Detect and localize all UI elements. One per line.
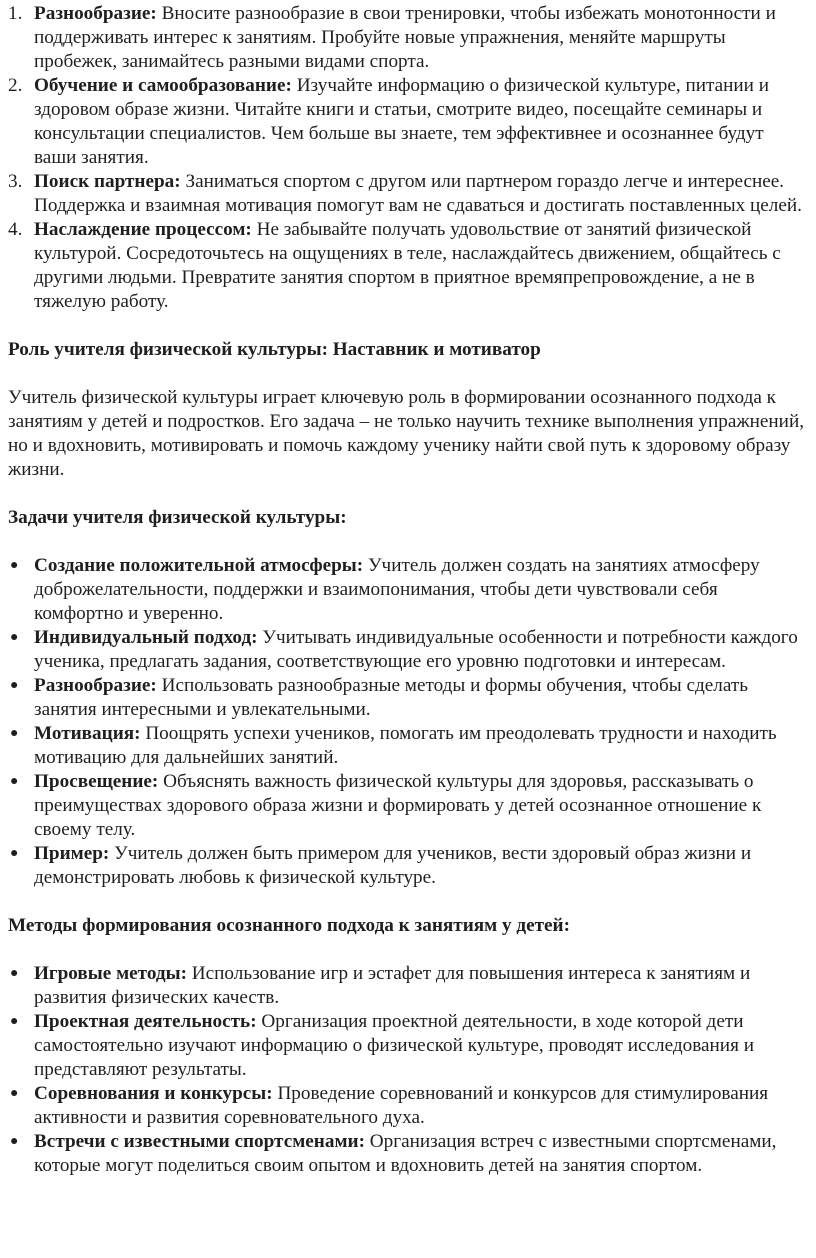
list-item xyxy=(8,218,808,314)
item-label: Обучение и самообразование: xyxy=(34,75,292,96)
item-text: Организация проектной деятельности, в ходе которой дети самостоятельно изучают информацию о физической культуре, проводят исследования и представляют результаты. xyxy=(34,1011,754,1080)
methods-heading: Методы формирования осознанного подхода к занятиям у детей: xyxy=(8,915,570,936)
role-heading: Роль учителя физической культуры: Наставник и мотиватор xyxy=(8,339,541,360)
list-item xyxy=(8,770,808,842)
item-label: Разнообразие: xyxy=(34,3,157,24)
item-label: Игровые методы: xyxy=(34,963,187,984)
item-label: Проектная деятельность: xyxy=(34,1011,257,1032)
list-item xyxy=(8,554,808,626)
item-number: 1. xyxy=(8,3,23,24)
item-number: 3. xyxy=(8,171,23,192)
item-label: Разнообразие: xyxy=(34,675,157,696)
item-text: Учитель должен создать на занятиях атмосферу доброжелательности, поддержки и взаимопонимания, чтобы дети чувствовали себя комфортно и уверенно. xyxy=(34,555,760,624)
list-item xyxy=(8,674,808,722)
list-item xyxy=(8,170,808,218)
bullet-icon: ● xyxy=(10,558,19,573)
tasks-heading: Задачи учителя физической культуры: xyxy=(8,507,347,528)
item-text: Учитель должен быть примером для учеников, вести здоровый образ жизни и демонстрировать любовь к физической культуре. xyxy=(34,843,752,888)
list-item xyxy=(8,1130,808,1178)
item-text: Организация встреч с известными спортсменами, которые могут поделиться своим опытом и вдохновить детей на занятия спортом. xyxy=(34,1131,777,1176)
bullet-icon: ● xyxy=(10,678,19,693)
item-text: Не забывайте получать удовольствие от занятий физической культурой. Сосредоточьтесь на ощущениях в теле, наслаждайтесь движением, общайтесь с другими людьми. Превратите занятия спортом в приятное времяпрепровождение, а не в тяжелую работу. xyxy=(34,219,781,312)
item-text: Использование игр и эстафет для повышения интереса к занятиям и развития физических качеств. xyxy=(34,963,751,1008)
item-text: Проведение соревнований и конкурсов для стимулирования активности и развития соревновательного духа. xyxy=(34,1083,769,1128)
bullet-icon: ● xyxy=(10,630,19,645)
bullet-icon: ● xyxy=(10,1134,19,1149)
item-number: 4. xyxy=(8,219,23,240)
role-paragraph: Учитель физической культуры играет ключевую роль в формировании осознанного подхода к занятиям у детей и подростков. Его задача – не только научить технике выполнения упражнений, но и вдохновить, мотивировать и помочь каждому ученику найти свой путь к здоровому образу жизни. xyxy=(8,387,805,480)
item-text: Объяснять важность физической культуры для здоровья, рассказывать о преимуществах здорового образа жизни и формировать у детей осознанное отношение к своему телу. xyxy=(34,771,762,840)
item-label: Соревнования и конкурсы: xyxy=(34,1083,273,1104)
item-text: Заниматься спортом с другом или партнером гораздо легче и интереснее. Поддержка и взаимная мотивация помогут вам не сдаваться и достигать поставленных целей. xyxy=(34,171,802,216)
list-item xyxy=(8,1010,808,1082)
item-text: Изучайте информацию о физической культуре, питании и здоровом образе жизни. Читайте книги и статьи, смотрите видео, посещайте семинары и консультации специалистов. Чем больше вы знаете, тем эффективнее и осознаннее будут ваши занятия. xyxy=(34,75,769,168)
list-item xyxy=(8,962,808,1010)
list-item xyxy=(8,2,808,74)
item-label: Индивидуальный подход: xyxy=(34,627,258,648)
bullet-icon: ● xyxy=(10,1086,19,1101)
item-number: 2. xyxy=(8,75,23,96)
list-item xyxy=(8,842,808,890)
list-item xyxy=(8,1082,808,1130)
item-label: Пример: xyxy=(34,843,110,864)
item-label: Создание положительной атмосферы: xyxy=(34,555,364,576)
list-item xyxy=(8,722,808,770)
list-item xyxy=(8,74,808,170)
methods-list xyxy=(8,962,808,1178)
item-label: Мотивация: xyxy=(34,723,141,744)
tasks-list xyxy=(8,554,808,890)
item-label: Встречи с известными спортсменами: xyxy=(34,1131,365,1152)
bullet-icon: ● xyxy=(10,726,19,741)
item-text: Учитывать индивидуальные особенности и потребности каждого ученика, предлагать задания, соответствующие его уровню подготовки и интересам. xyxy=(34,627,798,672)
bullet-icon: ● xyxy=(10,1014,19,1029)
bullet-icon: ● xyxy=(10,774,19,789)
document-page xyxy=(0,2,816,1258)
bullet-icon: ● xyxy=(10,846,19,861)
list-item xyxy=(8,626,808,674)
item-text: Поощрять успехи учеников, помогать им преодолевать трудности и находить мотивацию для дальнейших занятий. xyxy=(34,723,777,768)
bullet-icon: ● xyxy=(10,966,19,981)
item-text: Вносите разнообразие в свои тренировки, чтобы избежать монотонности и поддерживать интерес к занятиям. Пробуйте новые упражнения, меняйте маршруты пробежек, занимайтесь разными видами спорта. xyxy=(34,3,776,72)
item-label: Поиск партнера: xyxy=(34,171,181,192)
item-label: Наслаждение процессом: xyxy=(34,219,252,240)
item-text: Использовать разнообразные методы и формы обучения, чтобы сделать занятия интересными и увлекательными. xyxy=(34,675,749,720)
numbered-tips-list xyxy=(8,2,808,314)
item-label: Просвещение: xyxy=(34,771,159,792)
